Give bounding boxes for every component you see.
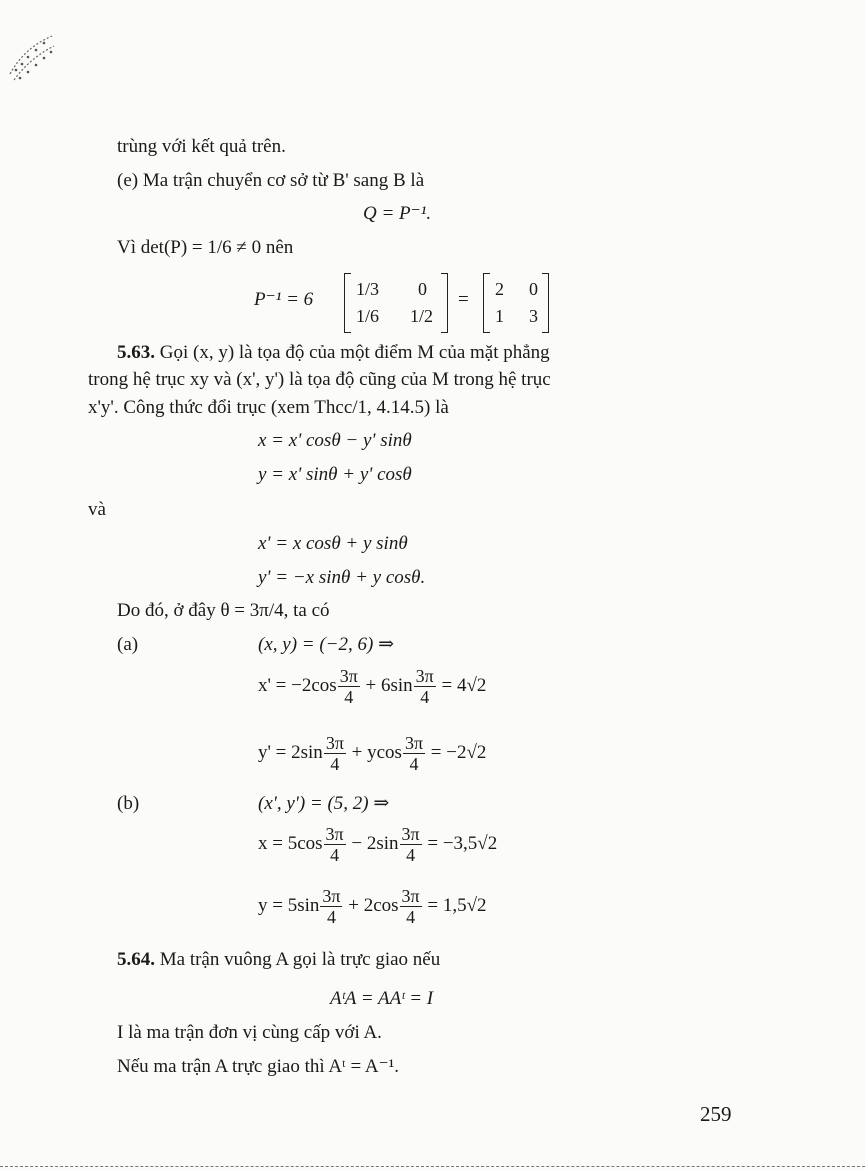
part-a-label: (a) — [117, 634, 139, 655]
paragraph-5-63-line-3: x'y'. Công thức đổi trục (xem Thcc/1, 4.14.5) là — [88, 397, 449, 418]
equation-q: Q = P⁻¹. — [363, 203, 432, 224]
equation-orthogonal: AᵗA = AAᵗ = I — [330, 988, 434, 1009]
section-number: 5.63. — [117, 342, 155, 363]
equation-y: y = x' sinθ + y' cosθ — [258, 464, 412, 485]
page-number: 259 — [700, 1102, 732, 1126]
equation-y-prime: y' = −x sinθ + y cosθ. — [258, 567, 426, 588]
part-a-given: (x, y) = (−2, 6) ⇒ — [258, 634, 394, 655]
paragraph-5-63-line-2: trong hệ trục xy và (x', y') là tọa độ cũng của M trong hệ trục — [88, 369, 551, 390]
part-b-given: (x', y') = (5, 2) ⇒ — [258, 793, 390, 814]
text-line-det: Vì det(P) = 1/6 ≠ 0 nên — [117, 237, 294, 258]
text-line-1: trùng với kết quả trên. — [117, 136, 286, 157]
matrix-1-cell: 1/2 — [410, 306, 434, 326]
fraction: $\frac{3\pi}{4}$ — [404, 733, 424, 774]
matrix-1 — [344, 273, 448, 331]
part-a-x-equation — [258, 667, 486, 706]
part-b-y-equation — [258, 887, 487, 926]
text-do-do: Do đó, ở đây θ = 3π/4, ta có — [117, 600, 330, 621]
matrix-2-cell: 0 — [529, 279, 538, 299]
paragraph-5-64-line-2: I là ma trận đơn vị cùng cấp với A. — [117, 1022, 382, 1043]
part-b-y-rhs: = 1,5√2 — [427, 894, 487, 916]
paragraph-5-64-line-1: 5.64. Ma trận vuông A gọi là trực giao nếu — [117, 949, 441, 970]
fraction: $\frac{3\pi}{4}$ — [325, 733, 344, 774]
matrix-2-cell: 1 — [495, 306, 504, 326]
part-b-y-lhs: y = 5sin — [258, 894, 320, 916]
part-a-y-rhs: = −2√2 — [430, 741, 487, 763]
part-b-y-mid: + 2cos — [348, 894, 399, 916]
part-b-label: (b) — [117, 793, 140, 814]
part-a-x-mid: + 6sin — [365, 674, 413, 696]
fraction: $\frac{3\pi}{4}$ — [401, 886, 420, 927]
text-line-2: (e) Ma trận chuyển cơ sở từ B' sang B là — [117, 170, 425, 191]
part-a-x-rhs: = 4√2 — [441, 674, 487, 696]
matrix-1-cell: 1/6 — [356, 306, 380, 326]
part-b-x-mid: − 2sin — [351, 832, 399, 854]
equation-x: x = x' cosθ − y' sinθ — [258, 430, 412, 451]
matrix-2 — [483, 273, 549, 331]
paragraph-5-64-line-3: Nếu ma trận A trực giao thì Aᵗ = A⁻¹. — [117, 1056, 400, 1077]
fraction: $\frac{3\pi}{4}$ — [325, 824, 344, 865]
fraction: $\frac{3\pi}{4}$ — [339, 666, 358, 707]
bottom-rule — [0, 1166, 865, 1167]
matrix-eq-sign: = — [458, 289, 469, 310]
section-number: 5.64. — [117, 949, 155, 970]
matrix-2-cell: 3 — [529, 306, 538, 326]
part-a-x-lhs: x' = −2cos — [258, 674, 337, 696]
matrix-2-cell: 2 — [495, 279, 504, 299]
part-a-y-mid: + ycos — [351, 741, 402, 763]
part-a-y-lhs: y' = 2sin — [258, 741, 323, 763]
text-va: và — [88, 499, 106, 520]
fraction: $\frac{3\pi}{4}$ — [322, 886, 341, 927]
matrix-1-cell: 1/3 — [356, 279, 380, 299]
part-b-x-equation — [258, 825, 497, 864]
equation-x-prime: x' = x cosθ + y sinθ — [258, 533, 408, 554]
matrix-1-cell: 0 — [418, 279, 427, 299]
part-b-x-lhs: x = 5cos — [258, 832, 323, 854]
matrix-eq-lhs: P⁻¹ = 6 — [254, 289, 314, 310]
part-a-y-equation — [258, 734, 486, 773]
fraction: $\frac{3\pi}{4}$ — [401, 824, 420, 865]
fraction: $\frac{3\pi}{4}$ — [415, 666, 434, 707]
library-stamp-icon — [6, 30, 58, 86]
part-b-x-rhs: = −3,5√2 — [427, 832, 498, 854]
paragraph-5-63-line-1: 5.63. Gọi (x, y) là tọa độ của một điểm M của mặt phẳng — [117, 342, 550, 363]
